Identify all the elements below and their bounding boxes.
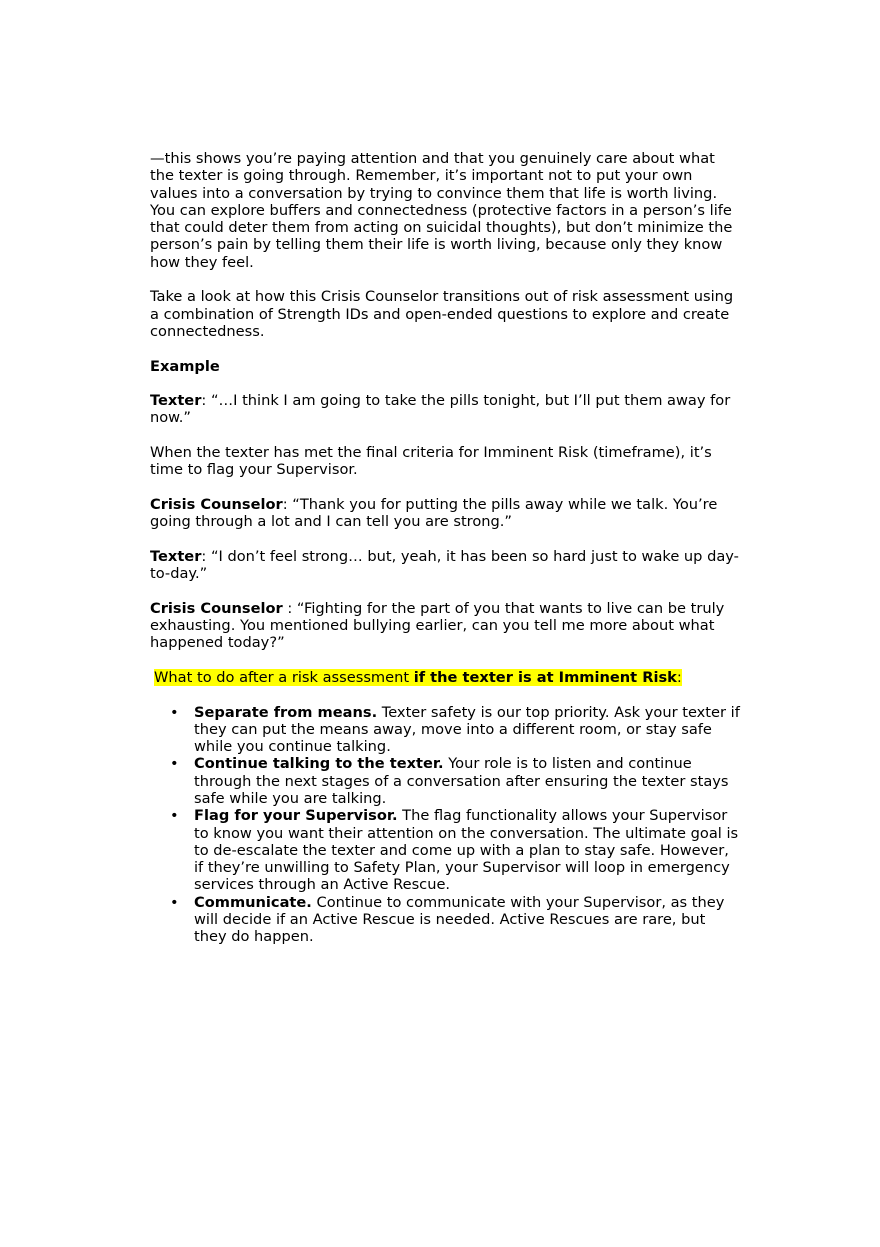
- item-title: Communicate.: [194, 893, 312, 911]
- dialogue-texter-1: [150, 392, 740, 427]
- dialogue-counselor-1: [150, 496, 740, 531]
- bullet-icon: •: [170, 893, 179, 911]
- item-text: Texter safety is our top priority. Ask your texter if they can put the means away, move into a different room, or stay safe while you continue talking.: [194, 703, 740, 756]
- speaker-label: Crisis Counselor: [150, 599, 283, 617]
- dialogue-text: “I don’t feel strong… but, yeah, it has been so hard just to wake up day-to-day.”: [150, 547, 739, 583]
- dialogue-text: “…I think I am going to take the pills tonight, but I’ll put them away for now.”: [150, 392, 731, 427]
- list-item: [150, 755, 740, 807]
- item-title: Continue talking to the texter.: [194, 755, 444, 773]
- speaker-label: Texter: [150, 547, 202, 565]
- risk-note: When the texter has met the final criteria for Imminent Risk (timeframe), it’s time to flag your Supervisor.: [150, 444, 712, 479]
- imminent-colon: :: [676, 668, 682, 686]
- bullet-icon: •: [170, 755, 179, 773]
- speaker-separator: :: [282, 495, 293, 513]
- transition-paragraph: Take a look at how this Crisis Counselor transitions out of risk assessment using a combination of Strength IDs and open-ended questions to explore and create connectedness.: [150, 288, 734, 340]
- bullet-icon: •: [170, 807, 179, 825]
- list-item: [150, 807, 740, 893]
- speaker-separator: :: [282, 599, 297, 617]
- intro-paragraph: —this shows you’re paying attention and that you genuinely care about what the texter is going through. Remember, it’s important not to put your own values into a conversation by trying to convince them that life is worth living. You can explore buffers and connectedness (protective factors in a person’s life that could deter them from acting on suicidal thoughts), but don’t minimize the person’s pain by telling them their life is worth living, because only they know how they feel.: [150, 150, 733, 271]
- item-text: The flag functionality allows your Supervisor to know you want their attention on the conversation. The ultimate goal is to de-escalate the texter and come up with a plan to stay safe. However, if they’re unwilling to Safety Plan, your Supervisor will loop in emergency services through an Active Rescue.: [194, 807, 739, 894]
- speaker-separator: :: [201, 547, 211, 565]
- imminent-risk-heading: [154, 669, 740, 686]
- speaker-separator: :: [201, 392, 211, 410]
- list-item: [150, 894, 740, 946]
- imminent-bold: if the texter is at Imminent Risk: [413, 668, 677, 686]
- imminent-lead: What to do after a risk assessment: [154, 668, 414, 686]
- example-heading-text: Example: [150, 357, 220, 375]
- dialogue-text: “Thank you for putting the pills away while we talk. You’re going through a lot and I can tell you are strong.”: [150, 495, 718, 531]
- speaker-label: Crisis Counselor: [150, 495, 283, 513]
- imminent-risk-steps: [150, 704, 740, 946]
- item-title: Flag for your Supervisor.: [194, 807, 398, 825]
- list-item: [150, 704, 740, 756]
- dialogue-texter-2: [150, 548, 740, 583]
- item-title: Separate from means.: [194, 703, 378, 721]
- document-page: [150, 150, 740, 946]
- example-heading: [150, 358, 740, 375]
- dialogue-counselor-2: [150, 600, 740, 652]
- item-text: Continue to communicate with your Supervisor, as they will decide if an Active Rescue is needed. Active Rescues are rare, but they do happen.: [194, 893, 725, 946]
- dialogue-text: “Fighting for the part of you that wants to live can be truly exhausting. You mentioned bullying earlier, can you tell me more about what happened today?”: [150, 599, 725, 652]
- item-text: Your role is to listen and continue through the next stages of a conversation after ensuring the texter stays safe while you are talking.: [194, 755, 729, 807]
- bullet-icon: •: [170, 703, 179, 721]
- speaker-label: Texter: [150, 392, 202, 410]
- highlighted-text: [154, 669, 682, 686]
